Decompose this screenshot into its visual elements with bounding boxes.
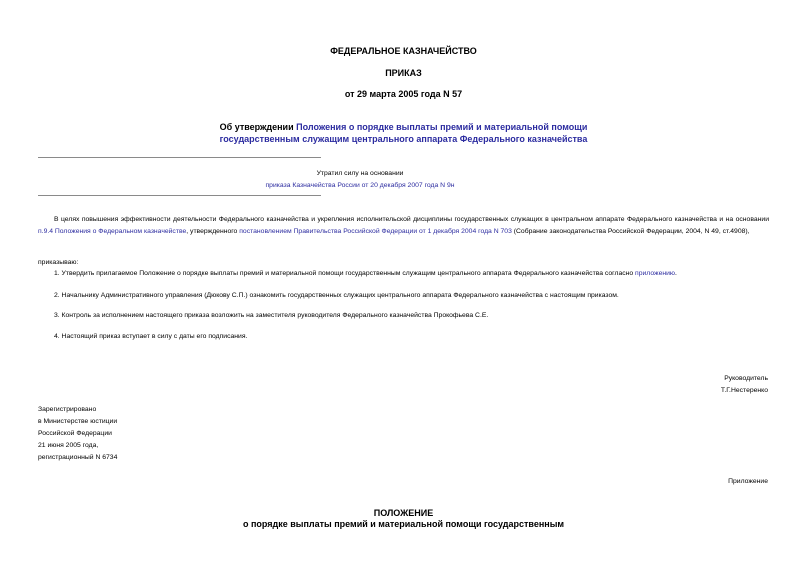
order-item-1 xyxy=(54,268,769,280)
title-prefix: Об утверждении xyxy=(219,122,297,132)
item1-end: . xyxy=(675,270,677,277)
signature-role: Руководитель xyxy=(724,375,768,382)
order-item-2: 2. Начальнику Административного управления (Дюкову С.П.) ознакомить государственных служащих центрального аппарата Федерального казначейства с настоящим приказом. xyxy=(54,292,619,299)
registration-block xyxy=(38,404,117,464)
order-word: приказываю: xyxy=(38,259,79,266)
preamble-link-regulation[interactable]: п.9.4 Положения о Федеральном казначействе xyxy=(38,228,187,235)
order-item-4: 4. Настоящий приказ вступает в силу с даты его подписания. xyxy=(54,333,248,340)
separator-top xyxy=(38,157,321,158)
item1-link-appendix[interactable]: приложению xyxy=(635,270,676,277)
status-note xyxy=(210,168,510,192)
preamble-text-3: (Собрание законодательства Российской Федерации, 2004, N 49, ст.4908), xyxy=(511,228,750,235)
registration-line-3: Российской Федерации xyxy=(38,430,112,437)
title-link-regulation[interactable]: Положения о порядке выплаты премий и материальной помощи xyxy=(296,122,588,132)
preamble-text-1: В целях повышения эффективности деятельности Федерального казначейства и укрепления исполнительской дисциплины государственных служащих в центральном аппарате Федерального казначейства и на основании xyxy=(54,216,769,223)
registration-line-2: в Министерстве юстиции xyxy=(38,418,118,425)
status-link[interactable]: приказа Казначейства России от 20 декабря 2007 года N 9н xyxy=(265,182,455,189)
preamble-text-2: , утвержденного xyxy=(186,228,240,235)
title-link-regulation-cont[interactable]: государственным служащим центрального аппарата Федерального казначейства xyxy=(219,134,588,144)
preamble-link-resolution[interactable]: постановлением Правительства Российской Федерации от 1 декабря 2004 года N 703 xyxy=(239,228,512,235)
item1-text: 1. Утвердить прилагаемое Положение о порядке выплаты премий и материальной помощи государственным служащим центрального аппарата Федерального казначейства согласно xyxy=(54,270,636,277)
status-text: Утратил силу на основании xyxy=(316,170,404,177)
signature-block xyxy=(721,373,768,397)
appendix-subtitle: о порядке выплаты премий и материальной помощи государственным xyxy=(242,519,565,529)
appendix-title: ПОЛОЖЕНИЕ xyxy=(373,508,434,518)
preamble xyxy=(38,214,769,238)
appendix-label: Приложение xyxy=(728,478,768,485)
document-title xyxy=(0,121,807,145)
registration-line-4: 21 июня 2005 года, xyxy=(38,442,99,449)
document-date-number: от 29 марта 2005 года N 57 xyxy=(344,89,463,99)
registration-line-5: регистрационный N 6734 xyxy=(38,454,118,461)
signature-name: Т.Г.Нестеренко xyxy=(720,387,768,394)
registration-line-1: Зарегистрировано xyxy=(38,406,97,413)
separator-bottom xyxy=(38,195,321,196)
document-type: ПРИКАЗ xyxy=(385,68,422,78)
order-item-3: 3. Контроль за исполнением настоящего приказа возложить на заместителя руководителя Федерального казначейства Прокофьева С.Е. xyxy=(54,312,489,319)
agency-name: ФЕДЕРАЛЬНОЕ КАЗНАЧЕЙСТВО xyxy=(330,46,477,56)
